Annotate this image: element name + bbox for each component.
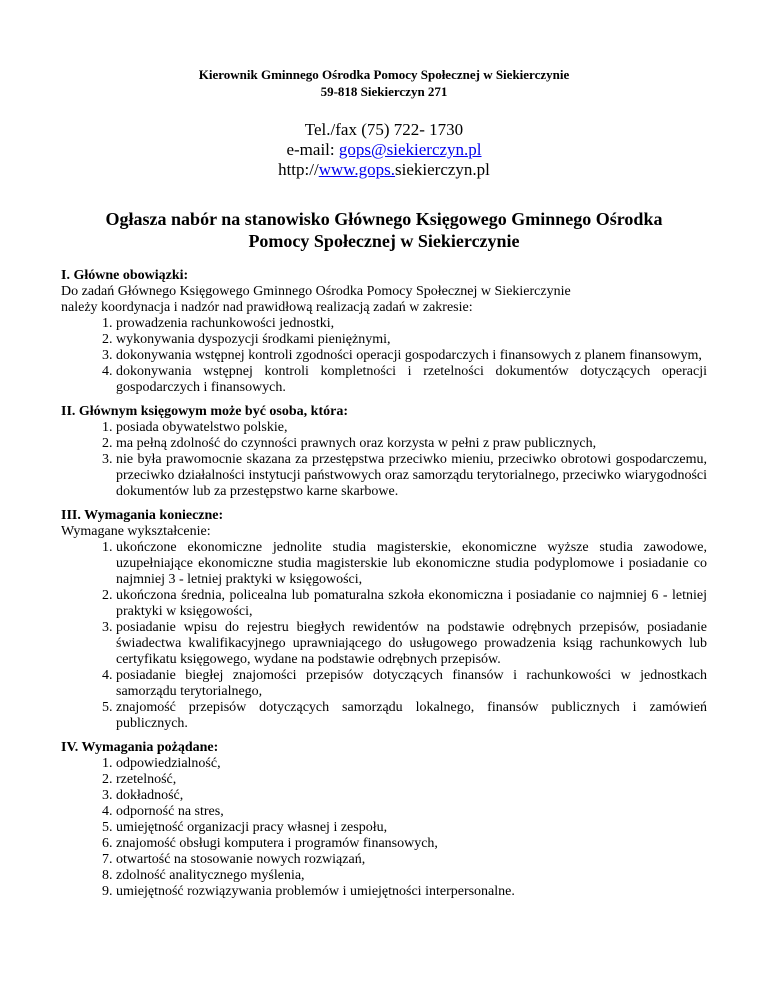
list-item: 3. dokonywania wstępnej kontroli zgodności operacji gospodarczych i finansowych z planem finansowym, [116, 348, 707, 364]
list-item: 4. dokonywania wstępnej kontroli kompletności i rzetelności dokumentów dotyczących operacji gospodarczych i finansowych. [116, 364, 707, 396]
list-item: 3. posiadanie wpisu do rejestru biegłych rewidentów na podstawie odrębnych przepisów, posiadanie świadectwa kwalifikacyjnego uprawniającego do usługowego prowadzenia ksiąg rachunkowych lub certyfikatu księgowego, wydane na podstawie odrębnych przepisów. [116, 620, 707, 668]
section-intro: należy koordynacja i nadzór nad prawidłową realizacją zadań w zakresie: [61, 300, 473, 315]
section-heading: II. Głównym księgowym może być osoba, która: [61, 404, 348, 419]
section-eligibility [61, 404, 707, 500]
required-list [61, 540, 707, 732]
section-heading: I. Główne obowiązki: [61, 268, 189, 283]
list-item: 1. prowadzenia rachunkowości jednostki, [116, 316, 707, 332]
list-item: 3. nie była prawomocnie skazana za przestępstwa przeciwko mieniu, przeciwko obrotowi gospodarczemu, przeciwko działalności instytucji państwowych oraz samorządu terytorialnego, przeciwko wiarygodności dokumentów lub za przestępstwo karne skarbowe. [116, 452, 707, 500]
web-link[interactable]: www.gops. [318, 160, 396, 179]
eligibility-list [61, 420, 707, 500]
section-required [61, 508, 707, 732]
section-heading: III. Wymagania konieczne: [61, 508, 224, 523]
list-item: 8. zdolność analitycznego myślenia, [116, 868, 707, 884]
list-item: 7. otwartość na stosowanie nowych rozwiązań, [116, 852, 707, 868]
list-item: 1. ukończone ekonomiczne jednolite studia magisterskie, ekonomiczne wyższe studia zawodowe, uzupełniające ekonomiczne studia magisterskie lub ekonomiczne studia podyplomowe i posiadanie co najmniej 3 - letniej praktyki w księgowości, [116, 540, 707, 588]
section-intro: Wymagane wykształcenie: [61, 524, 211, 539]
web-prefix: http:// [278, 160, 319, 179]
list-item: 5. umiejętność organizacji pracy własnej i zespołu, [116, 820, 707, 836]
list-item: 6. znajomość obsługi komputera i programów finansowych, [116, 836, 707, 852]
document-body [61, 268, 707, 908]
duties-list [61, 316, 707, 396]
list-item: 2. wykonywania dyspozycji środkami pieniężnymi, [116, 332, 707, 348]
list-item: 1. odpowiedzialność, [116, 756, 707, 772]
list-item: 2. ma pełną zdolność do czynności prawnych oraz korzysta w pełni z praw publicznych, [116, 436, 707, 452]
title-line-2: Pomocy Społecznej w Siekierczynie [248, 231, 520, 251]
list-item: 2. ukończona średnia, policealna lub pomaturalna szkoła ekonomiczna i posiadanie co najmniej 6 - letniej praktyki w księgowości, [116, 588, 707, 620]
list-item: 4. odporność na stres, [116, 804, 707, 820]
title-line-1: Ogłasza nabór na stanowisko Głównego Księgowego Gminnego Ośrodka [105, 209, 663, 229]
list-item: 2. rzetelność, [116, 772, 707, 788]
header-line-1: Kierownik Gminnego Ośrodka Pomocy Społecznej w Siekierczynie [198, 67, 570, 82]
list-item: 4. posiadanie biegłej znajomości przepisów dotyczących finansów i rachunkowości w jednostkach samorządu terytorialnego, [116, 668, 707, 700]
section-intro: Do zadań Głównego Księgowego Gminnego Ośrodka Pomocy Społecznej w Siekierczynie [61, 284, 571, 299]
section-desired [61, 740, 707, 900]
list-item: 1. posiada obywatelstwo polskie, [116, 420, 707, 436]
announcement-title [0, 208, 768, 252]
list-item: 5. znajomość przepisów dotyczących samorządu lokalnego, finansów publicznych i zamówień publicznych. [116, 700, 707, 732]
section-main-duties [61, 268, 707, 396]
list-item: 9. umiejętność rozwiązywania problemów i umiejętności interpersonalne. [116, 884, 707, 900]
contact-web [0, 160, 768, 180]
list-item: 3. dokładność, [116, 788, 707, 804]
contact-phone: Tel./fax (75) 722- 1730 [304, 120, 464, 139]
web-suffix: siekierczyn.pl [395, 160, 490, 179]
email-prefix: e-mail: [286, 140, 339, 159]
email-link[interactable]: gops@siekierczyn.pl [338, 140, 482, 159]
section-heading: IV. Wymagania pożądane: [61, 740, 219, 755]
header-line-2: 59-818 Siekierczyn 271 [320, 84, 448, 99]
contact-email [0, 140, 768, 160]
desired-list [61, 756, 707, 900]
